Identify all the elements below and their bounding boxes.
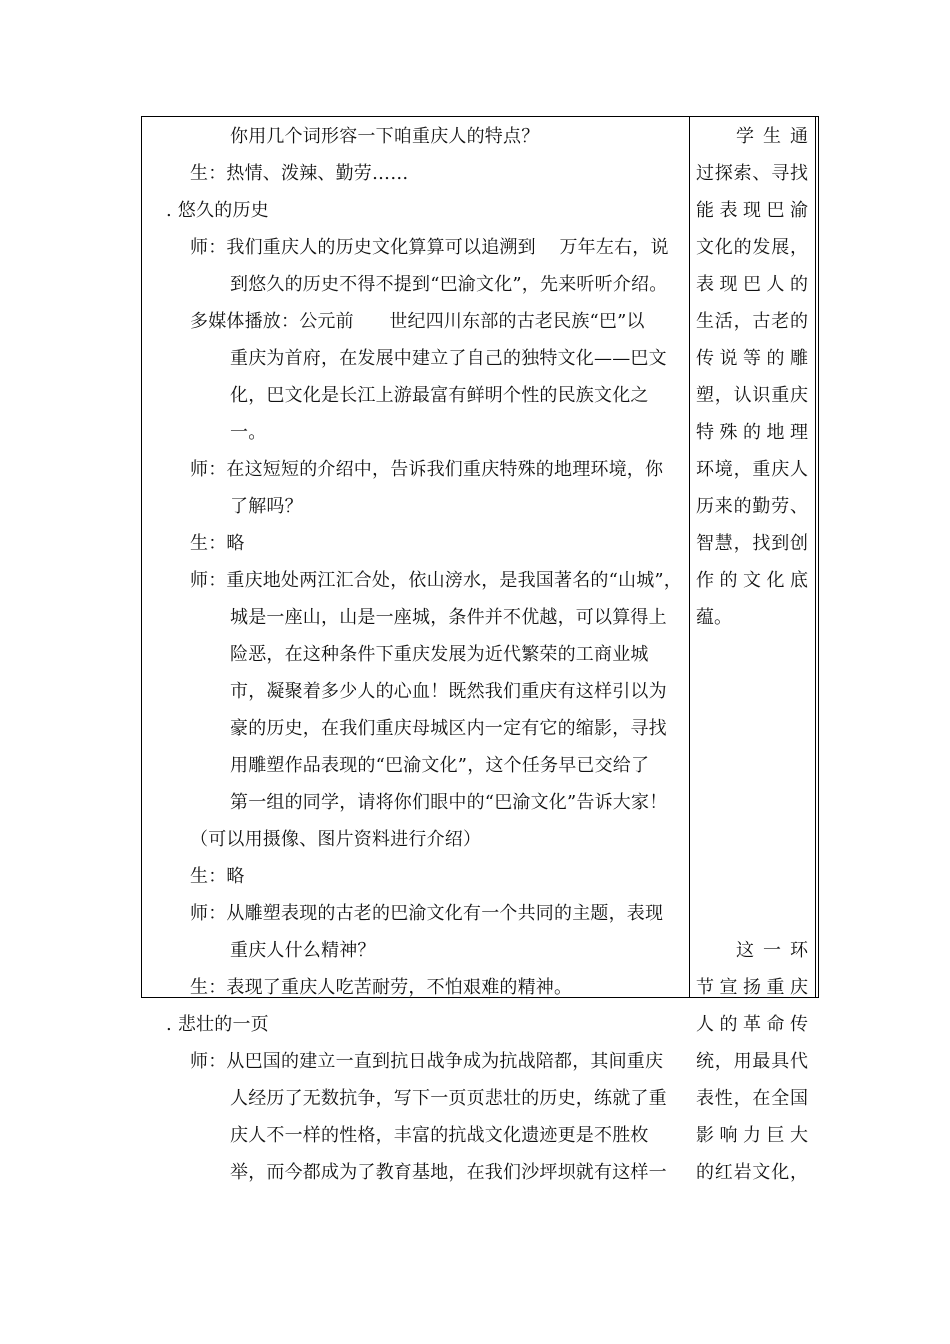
side-note-2-line-7: 的红岩文化， [696, 1162, 808, 1183]
side-note-1-line-10: 环境，重庆人 [696, 459, 808, 480]
main-line-21: 生：略 [190, 866, 245, 887]
side-note-1-line-11: 历来的勤劳、 [696, 496, 808, 517]
side-note-1-line-12: 智慧，找到创 [696, 533, 808, 554]
side-note-1-line-13: 作的文化底 [696, 570, 808, 591]
side-note-2-line-6: 影响力巨大 [696, 1125, 808, 1146]
main-line-16: 市，凝聚着多少人的心血！既然我们重庆有这样引以为 [230, 681, 667, 702]
side-note-2-line-1: 这一环 [736, 940, 808, 961]
side-note-2-line-2: 节宣扬重庆 [696, 977, 808, 998]
main-line-2: 生：热情、泼辣、勤劳…… [190, 163, 409, 184]
side-note-1-line-3: 能表现巴渝 [696, 200, 808, 221]
table-right-border-double [818, 116, 819, 997]
main-line-1: 你用几个词形容一下咱重庆人的特点？ [230, 126, 540, 147]
main-line-5: 到悠久的历史不得不提到“巴渝文化”，先来听听介绍。 [230, 274, 668, 295]
main-line-20: （可以用摄像、图片资料进行介绍） [190, 829, 482, 850]
main-line-28: 庆人不一样的性格，丰富的抗战文化遗迹更是不胜枚 [230, 1125, 649, 1146]
side-note-1-line-7: 传说等的雕 [696, 348, 808, 369]
main-line-11: 了解吗？ [230, 496, 303, 517]
main-line-26: 师：从巴国的建立一直到抗日战争成为抗战陪都，其间重庆 [190, 1051, 664, 1072]
main-line-13: 师：重庆地处两江汇合处，依山滂水，是我国著名的“山城”， [190, 570, 683, 591]
side-note-2-line-3: 人的革命传 [696, 1014, 808, 1035]
section-heading-history: . 悠久的历史 [166, 200, 269, 221]
main-line-15: 险恶，在这种条件下重庆发展为近代繁荣的工商业城 [230, 644, 649, 665]
main-line-18: 用雕塑作品表现的“巴渝文化”，这个任务早已交给了 [230, 755, 650, 776]
side-note-1-line-9: 特殊的地理 [696, 422, 808, 443]
main-line-9: 一。 [230, 422, 267, 443]
main-line-12: 生：略 [190, 533, 245, 554]
main-line-29: 举，而今都成为了教育基地，在我们沙坪坝就有这样一 [230, 1162, 667, 1183]
side-note-1-line-6: 生活，古老的 [696, 311, 808, 332]
section-heading-tragic-page: . 悲壮的一页 [166, 1014, 269, 1035]
main-line-7: 重庆为首府，在发展中建立了自己的独特文化——巴文 [230, 348, 667, 369]
main-line-19: 第一组的同学，请将你们眼中的“巴渝文化”告诉大家！ [230, 792, 668, 813]
main-line-10: 师：在这短短的介绍中，告诉我们重庆特殊的地理环境，你 [190, 459, 664, 480]
side-note-1-line-14: 蕴。 [696, 607, 732, 628]
side-note-1-line-1: 学生通 [736, 126, 808, 147]
side-note-1-line-5: 表现巴人的 [696, 274, 808, 295]
main-line-4: 师：我们重庆人的历史文化算算可以追溯到 万年左右，说 [190, 237, 669, 258]
main-line-8: 化，巴文化是长江上游最富有鲜明个性的民族文化之 [230, 385, 649, 406]
main-line-22: 师：从雕塑表现的古老的巴渝文化有一个共同的主题，表现 [190, 903, 664, 924]
main-line-27: 人经历了无数抗争，写下一页页悲壮的历史，练就了重 [230, 1088, 667, 1109]
main-line-6: 多媒体播放：公元前 世纪四川东部的古老民族“巴”以 [190, 311, 645, 332]
main-line-14: 城是一座山，山是一座城，条件并不优越，可以算得上 [230, 607, 667, 628]
side-note-1-line-2: 过探索、寻找 [696, 163, 808, 184]
side-note-2-line-4: 统，用最具代 [696, 1051, 808, 1072]
table-right-border [815, 116, 816, 997]
side-note-2-line-5: 表性，在全国 [696, 1088, 808, 1109]
main-line-23: 重庆人什么精神？ [230, 940, 376, 961]
main-line-24: 生：表现了重庆人吃苦耐劳，不怕艰难的精神。 [190, 977, 573, 998]
main-line-17: 豪的历史，在我们重庆母城区内一定有它的缩影，寻找 [230, 718, 667, 739]
column-divider [689, 116, 690, 997]
side-note-1-line-4: 文化的发展， [696, 237, 808, 258]
side-note-1-line-8: 塑，认识重庆 [696, 385, 808, 406]
